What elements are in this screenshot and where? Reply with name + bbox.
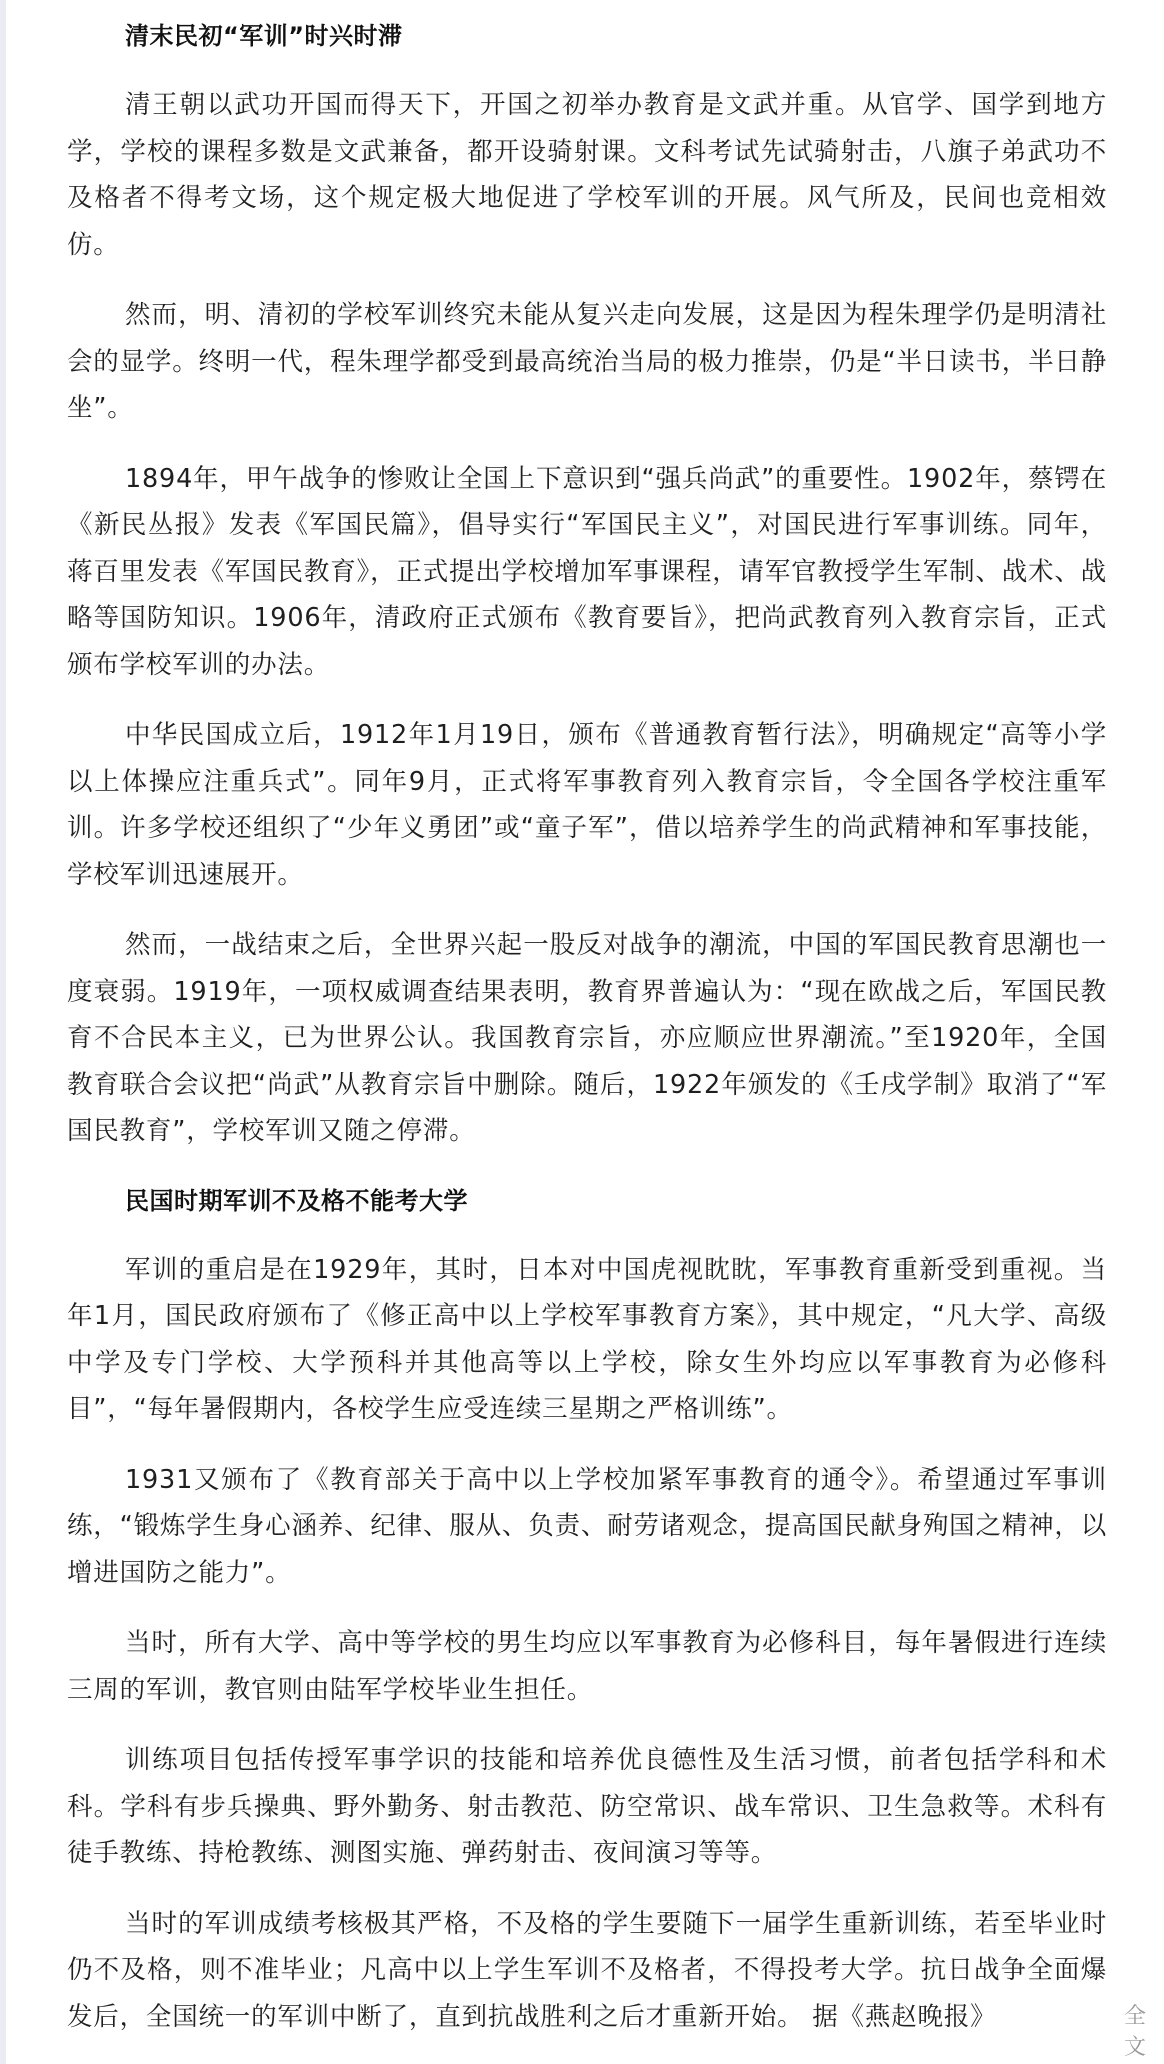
paragraph-5: 然而，一战结束之后，全世界兴起一股反对战争的潮流，中国的军国民教育思潮也一度衰弱。1919年，一项权威调查结果表明，教育界普遍认为：“现在欧战之后，军国民教育不合民本主义，已为世界公认。我国教育宗旨，亦应顺应世界潮流。”至1920年，全国教育联合会议把“尚武”从教育宗旨中删除。随后，1922年颁发的《壬戌学制》取消了“军国民教育”，学校军训又随之停滞。 [67, 930, 1107, 1146]
left-rail [0, 0, 6, 2064]
paragraph-1: 清王朝以武功开国而得天下，开国之初举办教育是文武并重。从官学、国学到地方学，学校的课程多数是文武兼备，都开设骑射课。文科考试先试骑射击，八旗子弟武功不及格者不得考文场，这个规定极大地促进了学校军训的开展。风气所及，民间也竞相效仿。 [67, 90, 1107, 260]
more-text-icon: 全文 [1124, 2004, 1147, 2060]
paragraph-6: 军训的重启是在1929年，其时，日本对中国虎视眈眈，军事教育重新受到重视。当年1月，国民政府颁布了《修正高中以上学校军事教育方案》，其中规定，“凡大学、高级中学及专门学校、大学预科并其他高等以上学校，除女生外均应以军事教育为必修科目”，“每年暑假期内，各校学生应受连续三星期之严格训练”。 [67, 1254, 1107, 1424]
section-heading-2: 民国时期军训不及格不能考大学 [125, 1186, 468, 1215]
paragraph-10: 当时的军训成绩考核极其严格，不及格的学生要随下一届学生重新训练，若至毕业时仍不及格，则不准毕业；凡高中以上学生军训不及格者，不得投考大学。抗日战争全面爆发后，全国统一的军训中断了，直到抗战胜利之后才重新开始。 据《燕赵晚报》 [67, 1908, 1107, 2032]
paragraph-9: 训练项目包括传授军事学识的技能和培养优良德性及生活习惯，前者包括学科和术科。学科有步兵操典、野外勤务、射击教范、防空常识、战车常识、卫生急救等。术科有徒手教练、持枪教练、测图实施、弹药射击、夜间演习等等。 [67, 1745, 1107, 1868]
paragraph-8: 当时，所有大学、高中等学校的男生均应以军事教育为必修科目，每年暑假进行连续三周的军训，教官则由陆军学校毕业生担任。 [67, 1628, 1107, 1705]
paragraph-4: 中华民国成立后，1912年1月19日，颁布《普通教育暂行法》，明确规定“高等小学以上体操应注重兵式”。同年9月，正式将军事教育列入教育宗旨，令全国各学校注重军训。许多学校还组织了“少年义勇团”或“童子军”，借以培养学生的尚武精神和军事技能，学校军训迅速展开。 [67, 720, 1107, 890]
article-body [67, 14, 1107, 2064]
paragraph-3: 1894年，甲午战争的惨败让全国上下意识到“强兵尚武”的重要性。1902年，蔡锷在《新民丛报》发表《军国民篇》，倡导实行“军国民主义”，对国民进行军事训练。同年，蒋百里发表《军国民教育》，正式提出学校增加军事课程，请军官教授学生军制、战术、战略等国防知识。1906年，清政府正式颁布《教育要旨》，把尚武教育列入教育宗旨，正式颁布学校军训的办法。 [67, 463, 1107, 680]
paragraph-7: 1931又颁布了《教育部关于高中以上学校加紧军事教育的通令》。希望通过军事训练，“锻炼学生身心涵养、纪律、服从、负责、耐劳诸观念，提高国民献身殉国之精神，以增进国防之能力”。 [67, 1464, 1107, 1588]
more-text-button[interactable] [1124, 2004, 1164, 2060]
paragraph-2: 然而，明、清初的学校军训终究未能从复兴走向发展，这是因为程朱理学仍是明清社会的显学。终明一代，程朱理学都受到最高统治当局的极力推崇，仍是“半日读书，半日静坐”。 [67, 300, 1107, 423]
section-heading-1: 清末民初“军训”时兴时滞 [125, 22, 403, 50]
